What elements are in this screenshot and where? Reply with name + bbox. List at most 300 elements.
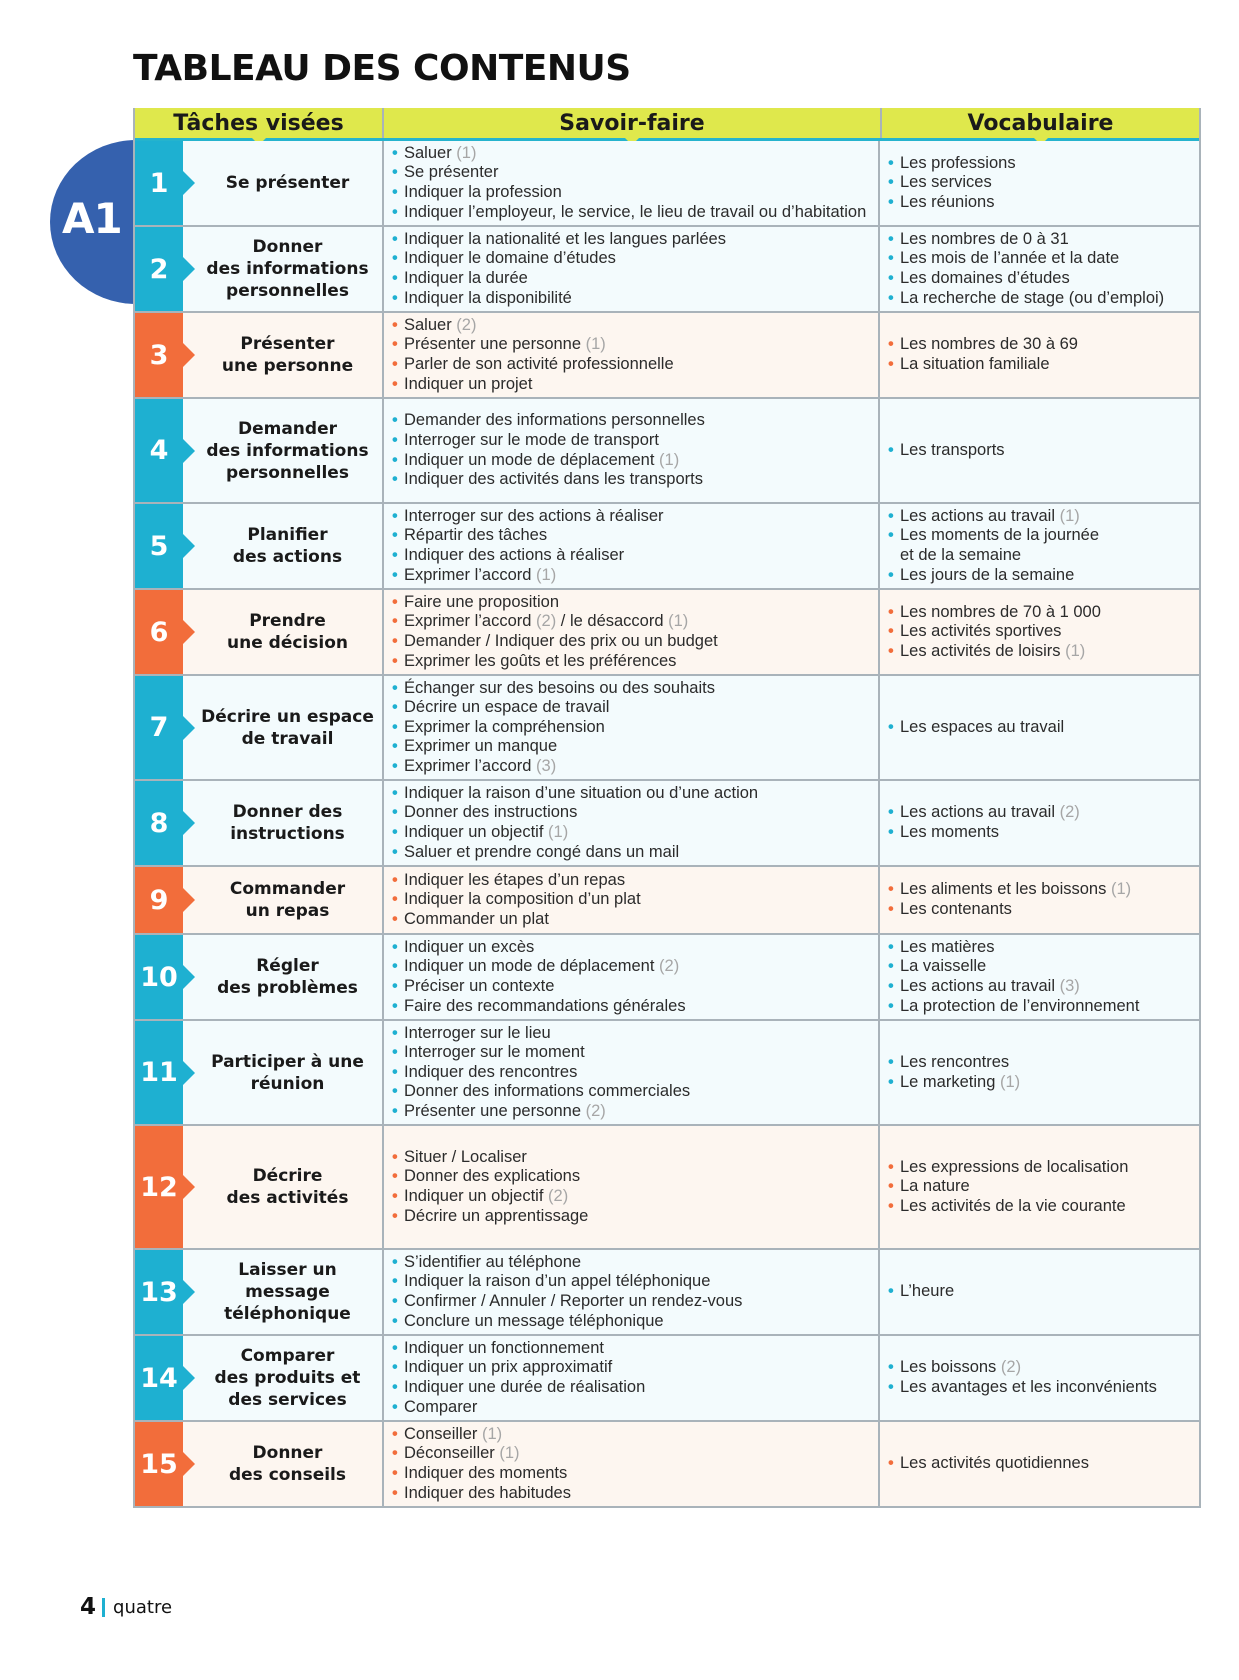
bullet-icon: •: [888, 1072, 894, 1091]
item-text: Interroger sur le moment: [404, 1043, 585, 1062]
list-item: [392, 566, 664, 586]
item-text: Indiquer un mode de déplacement: [404, 957, 655, 976]
task-label: Donner des conseils: [228, 1443, 347, 1485]
item-text: La recherche de stage (ou d’emploi): [900, 288, 1165, 307]
task-label: Donner des instructions: [230, 802, 345, 844]
list-item: [888, 603, 1101, 623]
list-item: [392, 593, 718, 613]
row-number: 1: [135, 141, 183, 225]
list-item: [888, 1282, 954, 1302]
vocab-cell: [878, 1126, 1195, 1248]
list-item: [392, 1378, 645, 1398]
reference-number: (3): [536, 756, 557, 775]
list-item: [392, 632, 718, 652]
item-text: Indiquer un projet: [404, 374, 533, 393]
item-text: Indiquer des moments: [404, 1464, 568, 1482]
bullet-icon: •: [392, 1378, 398, 1396]
skills-cell: [382, 504, 878, 588]
item-text: Indiquer la raison d’un appel téléphonique: [404, 1272, 711, 1291]
bullet-icon: •: [392, 957, 398, 976]
list-item: [392, 612, 718, 632]
item-text: Indiquer la raison d’une situation ou d’une action: [404, 783, 759, 802]
skills-cell: [382, 399, 878, 502]
bullet-icon: •: [392, 803, 398, 822]
item-text: Faire une proposition: [404, 592, 560, 611]
list-item: [888, 1197, 1128, 1217]
item-text: Indiquer un prix approximatif: [404, 1358, 613, 1377]
bullet-icon: •: [888, 641, 894, 660]
bullet-icon: •: [392, 909, 398, 928]
item-text: Les contenants: [900, 900, 1012, 918]
bullet-icon: •: [392, 315, 398, 334]
reference-number: (1): [548, 823, 569, 841]
table-row: [135, 676, 1199, 781]
row-number: 2: [135, 227, 183, 311]
bullet-icon: •: [888, 1358, 894, 1377]
bullet-icon: •: [888, 1378, 894, 1396]
list-item: [888, 1358, 1157, 1378]
item-text: Situer / Localiser: [404, 1147, 527, 1166]
list-item: [888, 957, 1139, 977]
item-text: Donner des explications: [404, 1167, 581, 1186]
item-text: Les expressions de localisation: [900, 1157, 1129, 1176]
item-text: Échanger sur des besoins ou des souhaits: [404, 678, 715, 697]
item-text: Les jours de la semaine: [900, 565, 1075, 584]
item-text: Indiquer la disponibilité: [404, 288, 572, 307]
table-row: [135, 227, 1199, 313]
bullet-icon: •: [392, 288, 398, 307]
item-text: Les nombres de 0 à 31: [900, 229, 1069, 248]
table-row: [135, 590, 1199, 676]
skills-cell: [382, 1336, 878, 1420]
bullet-icon: •: [392, 506, 398, 525]
item-text: Interroger sur des actions à réaliser: [404, 506, 664, 525]
bullet-icon: •: [888, 269, 894, 287]
bullet-icon: •: [392, 870, 398, 889]
list-item: [392, 230, 726, 250]
row-number: 15: [135, 1422, 183, 1506]
item-text: Indiquer la nationalité et les langues parlées: [404, 229, 726, 248]
bullet-icon: •: [392, 143, 398, 162]
task-label: Commander un repas: [229, 879, 346, 921]
list-item: [392, 1063, 690, 1083]
level-label: A1: [62, 194, 122, 243]
vocab-cell: [878, 227, 1195, 311]
skills-cell: [382, 141, 878, 225]
task-label: Laisser un message téléphonique: [224, 1260, 351, 1324]
table-row: [135, 141, 1199, 227]
list-item: [392, 1082, 690, 1102]
vocab-cell: [878, 141, 1195, 225]
item-text: Exprimer la compréhension: [404, 717, 605, 736]
list-item: [392, 375, 674, 395]
list-item: [888, 1073, 1020, 1093]
bullet-icon: •: [888, 565, 894, 584]
list-item: [888, 230, 1164, 250]
list-item: [392, 526, 664, 546]
list-item: [888, 1177, 1128, 1197]
task-label: Demander des informations personnelles: [206, 418, 369, 483]
list-item: [392, 938, 686, 958]
bullet-icon: •: [888, 192, 894, 211]
item-text: La nature: [900, 1177, 970, 1196]
list-item: [392, 698, 715, 718]
header-vocab-label: Vocabulaire: [967, 110, 1114, 136]
item-text: Indiquer des habitudes: [404, 1483, 571, 1502]
table-row: [135, 867, 1199, 935]
bullet-icon: •: [888, 1052, 894, 1071]
item-text: Indiquer des actions à réaliser: [404, 546, 625, 564]
item-text: Les services: [900, 173, 992, 192]
bullet-icon: •: [888, 173, 894, 192]
list-item: [888, 977, 1139, 997]
skills-cell: [382, 781, 878, 865]
item-text: Les activités de la vie courante: [900, 1196, 1126, 1215]
item-text: Les moments de la journée: [900, 526, 1100, 545]
item-text: Commander un plat: [404, 909, 549, 928]
item-text: S’identifier au téléphone: [404, 1252, 582, 1271]
list-item: [888, 642, 1101, 662]
list-item: [392, 1358, 645, 1378]
bullet-icon: •: [392, 632, 398, 650]
task-label: Planifier des actions: [232, 525, 343, 567]
item-text: Les actions au travail: [900, 977, 1056, 995]
skills-cell: [382, 590, 878, 674]
list-item: [392, 977, 686, 997]
bullet-icon: •: [392, 737, 398, 756]
bullet-icon: •: [888, 1454, 894, 1473]
bullet-icon: •: [392, 1424, 398, 1443]
bullet-icon: •: [392, 842, 398, 861]
table-row: [135, 935, 1199, 1021]
header-skills-label: Savoir-faire: [559, 110, 705, 136]
item-text: / le désaccord: [556, 612, 664, 631]
list-item: [392, 203, 866, 223]
bullet-icon: •: [888, 996, 894, 1015]
bullet-icon: •: [392, 163, 398, 182]
item-text: Saluer: [404, 315, 452, 334]
bullet-icon: •: [888, 823, 894, 841]
bullet-icon: •: [888, 506, 894, 525]
bullet-icon: •: [888, 153, 894, 172]
item-text: Les nombres de 30 à 69: [900, 335, 1078, 354]
skills-cell: [382, 1021, 878, 1124]
item-text: Les domaines d’études: [900, 269, 1070, 287]
bullet-icon: •: [888, 900, 894, 918]
bullet-icon: •: [888, 440, 894, 459]
list-item: [392, 1167, 588, 1187]
bullet-icon: •: [392, 1147, 398, 1166]
bullet-icon: •: [392, 823, 398, 841]
item-text: Indiquer l’employeur, le service, le lieu de travail ou d’habitation: [404, 202, 867, 221]
bullet-icon: •: [392, 1101, 398, 1120]
bullet-icon: •: [392, 565, 398, 584]
page-number: 4: [80, 1594, 97, 1620]
reference-number: (1): [585, 335, 606, 354]
table-row: [135, 504, 1199, 590]
list-item: [392, 957, 686, 977]
list-item: [392, 335, 674, 355]
bullet-icon: •: [392, 1338, 398, 1357]
reference-number: (1): [499, 1444, 520, 1463]
list-item: [392, 757, 715, 777]
item-text: Indiquer la durée: [404, 269, 528, 287]
list-item: [392, 997, 686, 1017]
bullet-icon: •: [888, 355, 894, 373]
reference-number: (2): [1000, 1358, 1022, 1377]
item-text: Se présenter: [404, 163, 499, 182]
item-text: Conseiller: [404, 1424, 478, 1443]
list-item: [888, 269, 1164, 289]
list-item: [392, 1207, 588, 1227]
item-text: La situation familiale: [900, 355, 1050, 373]
list-item: [888, 1454, 1089, 1474]
table-row: [135, 1250, 1199, 1336]
bullet-icon: •: [888, 1157, 894, 1176]
list-item: [888, 154, 1016, 174]
item-text: Les activités quotidiennes: [900, 1454, 1089, 1473]
bullet-icon: •: [888, 602, 894, 621]
list-item: [392, 1272, 742, 1292]
item-text: L’heure: [900, 1282, 955, 1301]
item-text: Les matières: [900, 937, 995, 956]
list-item: [392, 411, 705, 431]
reference-number: (1): [1110, 880, 1132, 899]
list-item: [392, 355, 674, 375]
bullet-icon: •: [888, 1282, 894, 1301]
row-number: 7: [135, 676, 183, 779]
skills-cell: [382, 227, 878, 311]
item-text: Déconseiller: [404, 1444, 495, 1463]
table-body: [135, 141, 1199, 1506]
item-text: Donner des informations commerciales: [404, 1082, 691, 1101]
bullet-icon: •: [392, 890, 398, 909]
vocab-cell: [878, 676, 1195, 779]
bullet-icon: •: [392, 249, 398, 268]
list-item: [888, 803, 1080, 823]
list-item: [392, 784, 758, 804]
reference-number: (2): [456, 315, 477, 334]
list-item: [888, 526, 1099, 546]
bullet-icon: •: [392, 1444, 398, 1463]
vocab-cell: [878, 590, 1195, 674]
item-text: Indiquer un objectif: [404, 1187, 544, 1205]
vocab-cell: [878, 781, 1195, 865]
list-item: [392, 316, 674, 336]
list-item: [392, 737, 715, 757]
header-tasks-label: Tâches visées: [173, 110, 344, 136]
bullet-icon: •: [392, 612, 398, 631]
task-label: Présenter une personne: [221, 334, 354, 376]
task-label: Donner des informations personnelles: [206, 237, 369, 301]
item-text: Les boissons: [900, 1358, 997, 1377]
list-item: [888, 249, 1164, 269]
bullet-icon: •: [392, 977, 398, 995]
list-item: [888, 997, 1139, 1017]
list-item: [392, 803, 758, 823]
list-item: [392, 546, 664, 566]
task-label: Participer à une réunion: [211, 1051, 364, 1094]
item-text: Comparer: [404, 1397, 478, 1416]
list-item: [392, 1464, 571, 1484]
reference-number: (1): [1059, 506, 1080, 525]
reference-number: (1): [999, 1072, 1021, 1091]
reference-number: (2): [536, 612, 557, 631]
bullet-icon: •: [392, 546, 398, 564]
item-text: Indiquer un fonctionnement: [404, 1338, 604, 1357]
bullet-icon: •: [392, 1397, 398, 1416]
row-number: 11: [135, 1021, 183, 1124]
bullet-icon: •: [392, 1292, 398, 1310]
list-item: [888, 1053, 1020, 1073]
item-text: Présenter une personne: [404, 335, 582, 354]
item-text: Indiquer un objectif: [404, 823, 544, 841]
skills-cell: [382, 1422, 878, 1506]
list-item: [392, 163, 866, 183]
item-text: et de la semaine: [900, 546, 1022, 564]
list-item: [392, 679, 715, 699]
bullet-icon: •: [392, 1062, 398, 1081]
bullet-icon: •: [392, 783, 398, 802]
bullet-icon: •: [392, 229, 398, 248]
vocab-cell: [878, 313, 1195, 397]
bullet-icon: •: [888, 1196, 894, 1215]
item-text: Préciser un contexte: [404, 977, 555, 995]
table-row: [135, 1126, 1199, 1250]
list-item: [392, 183, 866, 203]
item-text: Demander / Indiquer des prix ou un budget: [404, 632, 718, 650]
list-item: [888, 566, 1099, 586]
bullet-icon: •: [392, 183, 398, 201]
table-row: [135, 1336, 1199, 1422]
bullet-icon: •: [392, 1483, 398, 1502]
bullet-icon: •: [392, 717, 398, 736]
list-item: [888, 546, 1099, 566]
item-text: Indiquer des rencontres: [404, 1062, 578, 1081]
list-item: [392, 718, 715, 738]
item-text: Indiquer des activités dans les transports: [404, 470, 703, 489]
row-number: 8: [135, 781, 183, 865]
header-skills: [382, 108, 880, 138]
item-text: Saluer et prendre congé dans un mail: [404, 842, 680, 861]
bullet-icon: •: [392, 1082, 398, 1101]
vocab-cell: [878, 1250, 1195, 1334]
item-text: Les avantages et les inconvénients: [900, 1378, 1157, 1396]
bullet-icon: •: [888, 249, 894, 268]
list-item: [392, 1148, 588, 1168]
item-text: Les actions au travail: [900, 803, 1056, 822]
skills-cell: [382, 1126, 878, 1248]
list-item: [392, 431, 705, 451]
list-item: [392, 144, 866, 164]
row-number: 12: [135, 1126, 183, 1248]
item-text: Les activités sportives: [900, 622, 1062, 641]
bullet-icon: •: [888, 288, 894, 307]
item-text: Les mois de l’année et la date: [900, 249, 1120, 268]
bullet-icon: •: [392, 651, 398, 670]
list-item: [392, 1292, 742, 1312]
reference-number: (3): [1059, 977, 1080, 995]
list-item: [392, 843, 758, 863]
item-text: Confirmer / Annuler / Reporter un rendez-vous: [404, 1292, 743, 1310]
header-vocab: [880, 108, 1199, 138]
list-item: [888, 173, 1016, 193]
list-item: [888, 193, 1016, 213]
item-text: Saluer: [404, 143, 452, 162]
list-item: [888, 507, 1099, 527]
list-item: [392, 1187, 588, 1207]
item-text: Exprimer l’accord: [404, 565, 532, 584]
bullet-icon: •: [392, 1464, 398, 1482]
bullet-icon: •: [392, 592, 398, 611]
skills-cell: [382, 676, 878, 779]
task-label: Prendre une décision: [227, 611, 348, 653]
list-item: [888, 289, 1164, 309]
item-text: Présenter une personne: [404, 1101, 582, 1120]
bullet-icon: •: [888, 717, 894, 736]
bullet-icon: •: [392, 269, 398, 287]
bullet-icon: •: [392, 937, 398, 956]
item-text: Exprimer l’accord: [404, 756, 532, 775]
page-separator: [102, 1598, 105, 1617]
list-item: [392, 652, 718, 672]
item-text: Décrire un espace de travail: [404, 698, 610, 717]
skills-cell: [382, 1250, 878, 1334]
item-text: Faire des recommandations générales: [404, 996, 686, 1015]
table-row: [135, 313, 1199, 399]
vocab-cell: [878, 1336, 1195, 1420]
list-item: [888, 622, 1101, 642]
item-text: Les activités de loisirs: [900, 641, 1061, 660]
vocab-cell: [878, 399, 1195, 502]
reference-number: (1): [1065, 641, 1086, 660]
list-item: [888, 355, 1078, 375]
bullet-icon: •: [888, 977, 894, 995]
vocab-cell: [878, 1422, 1195, 1506]
item-text: Décrire un apprentissage: [404, 1206, 589, 1225]
contents-table: [133, 108, 1201, 1508]
row-number: 3: [135, 313, 183, 397]
bullet-icon: •: [392, 374, 398, 393]
page-footer: [80, 1594, 172, 1620]
bullet-icon: •: [888, 957, 894, 976]
item-text: Exprimer un manque: [404, 737, 558, 756]
list-item: [888, 335, 1078, 355]
bullet-icon: •: [888, 880, 894, 899]
bullet-icon: •: [392, 1187, 398, 1205]
list-item: [888, 880, 1131, 900]
item-text: Interroger sur le lieu: [404, 1023, 551, 1042]
reference-number: (1): [481, 1424, 503, 1443]
bullet-icon: •: [392, 470, 398, 489]
list-item: [888, 823, 1080, 843]
bullet-icon: •: [392, 1358, 398, 1377]
skills-cell: [382, 867, 878, 933]
item-text: Les aliments et les boissons: [900, 880, 1107, 899]
bullet-icon: •: [392, 698, 398, 717]
list-item: [392, 1398, 645, 1418]
bullet-icon: •: [392, 756, 398, 775]
list-item: [392, 1484, 571, 1504]
item-text: Répartir des tâches: [404, 526, 548, 545]
list-item: [888, 1158, 1128, 1178]
list-item: [392, 1425, 571, 1445]
item-text: Le marketing: [900, 1072, 996, 1091]
list-item: [392, 269, 726, 289]
list-item: [392, 1043, 690, 1063]
row-number: 14: [135, 1336, 183, 1420]
item-text: Donner des instructions: [404, 803, 578, 822]
